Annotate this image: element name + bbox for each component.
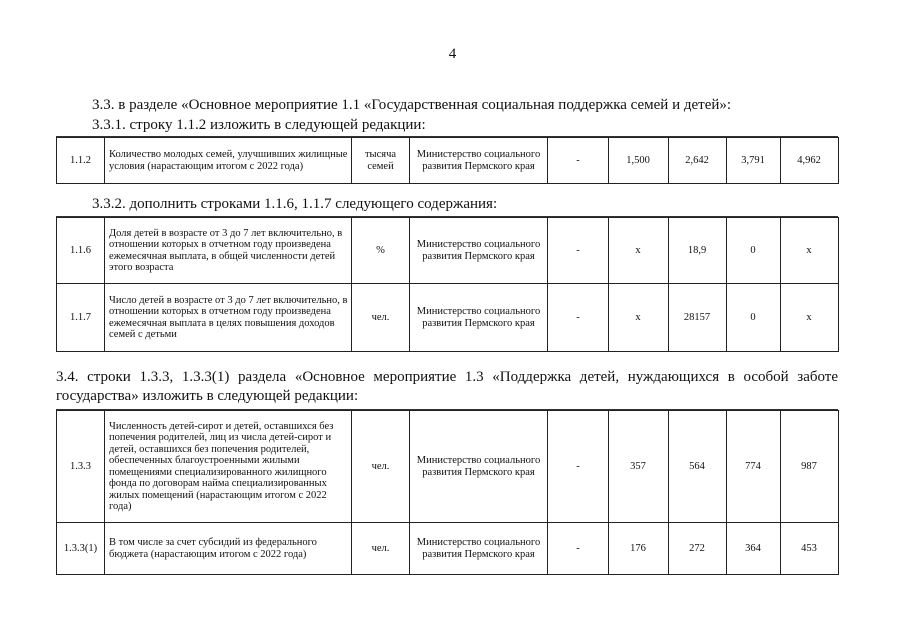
value-col-1: - — [548, 284, 609, 352]
table-row — [57, 218, 839, 284]
value-col-1: - — [548, 218, 609, 284]
table-row — [57, 411, 839, 523]
value-col-4: 3,791 — [727, 138, 781, 184]
value-col-5: 453 — [781, 523, 839, 575]
row-description: Численность детей-сирот и детей, оставшихся без попечения родителей, лиц из числа детей-сирот и детей, оставшихся без попечения родителей, обеспеченных благоустроенными жилыми помещениями специализированного жилищного фонда по договорам найма специализированных жилых помещений (нарастающим итогом с 2022 года) — [105, 411, 352, 523]
value-col-2: х — [609, 218, 669, 284]
section-3-3-heading: 3.3. в разделе «Основное мероприятие 1.1 «Государственная социальная поддержка семей и детей»: — [92, 97, 732, 113]
value-col-1: - — [548, 138, 609, 184]
value-col-2: 1,500 — [609, 138, 669, 184]
row-description: Доля детей в возрасте от 3 до 7 лет включительно, в отношении которых в отчетном году произведена ежемесячная выплата, в общей численности детей этого возраста — [105, 218, 352, 284]
unit-cell: чел. — [352, 523, 410, 575]
value-col-3: 272 — [669, 523, 727, 575]
table-row-1-1-2 — [56, 137, 839, 184]
responsible-org: Министерство социального развития Пермского края — [410, 138, 548, 184]
value-col-3: 18,9 — [669, 218, 727, 284]
value-col-1: - — [548, 523, 609, 575]
table-rows-1-1-6-1-1-7 — [56, 217, 839, 352]
table-row — [57, 138, 839, 184]
row-description: В том числе за счет субсидий из федерального бюджета (нарастающим итогом с 2022 года) — [105, 523, 352, 575]
section-3-3-1-heading: 3.3.1. строку 1.1.2 изложить в следующей редакции: — [92, 117, 426, 133]
value-col-1: - — [548, 411, 609, 523]
value-col-4: 0 — [727, 218, 781, 284]
value-col-2: 176 — [609, 523, 669, 575]
section-3-3-2-heading: 3.3.2. дополнить строками 1.1.6, 1.1.7 следующего содержания: — [92, 196, 498, 212]
page-number: 4 — [448, 46, 457, 62]
table-rows-1-3-3 — [56, 410, 839, 575]
responsible-org: Министерство социального развития Пермского края — [410, 284, 548, 352]
table-row — [57, 284, 839, 352]
value-col-3: 564 — [669, 411, 727, 523]
row-number: 1.3.3(1) — [57, 523, 105, 575]
value-col-2: х — [609, 284, 669, 352]
row-number: 1.1.6 — [57, 218, 105, 284]
value-col-3: 28157 — [669, 284, 727, 352]
responsible-org: Министерство социального развития Пермского края — [410, 523, 548, 575]
value-col-4: 774 — [727, 411, 781, 523]
value-col-4: 364 — [727, 523, 781, 575]
unit-cell: чел. — [352, 284, 410, 352]
table-row — [57, 523, 839, 575]
row-number: 1.1.2 — [57, 138, 105, 184]
row-description: Число детей в возрасте от 3 до 7 лет включительно, в отношении которых в отчетном году произведена ежемесячная выплата в целях повышения доходов семей с детьми — [105, 284, 352, 352]
unit-cell: тысяча семей — [352, 138, 410, 184]
value-col-5: 4,962 — [781, 138, 839, 184]
value-col-5: х — [781, 218, 839, 284]
value-col-4: 0 — [727, 284, 781, 352]
value-col-5: х — [781, 284, 839, 352]
responsible-org: Министерство социального развития Пермского края — [410, 218, 548, 284]
value-col-2: 357 — [609, 411, 669, 523]
section-3-4-heading: 3.4. строки 1.3.3, 1.3.3(1) раздела «Основное мероприятие 1.3 «Поддержка детей, нуждающихся в особой заботе государства» изложить в следующей редакции: — [56, 369, 838, 404]
value-col-5: 987 — [781, 411, 839, 523]
row-description: Количество молодых семей, улучшивших жилищные условия (нарастающим итогом с 2022 года) — [105, 138, 352, 184]
value-col-3: 2,642 — [669, 138, 727, 184]
unit-cell: % — [352, 218, 410, 284]
row-number: 1.1.7 — [57, 284, 105, 352]
responsible-org: Министерство социального развития Пермского края — [410, 411, 548, 523]
row-number: 1.3.3 — [57, 411, 105, 523]
unit-cell: чел. — [352, 411, 410, 523]
